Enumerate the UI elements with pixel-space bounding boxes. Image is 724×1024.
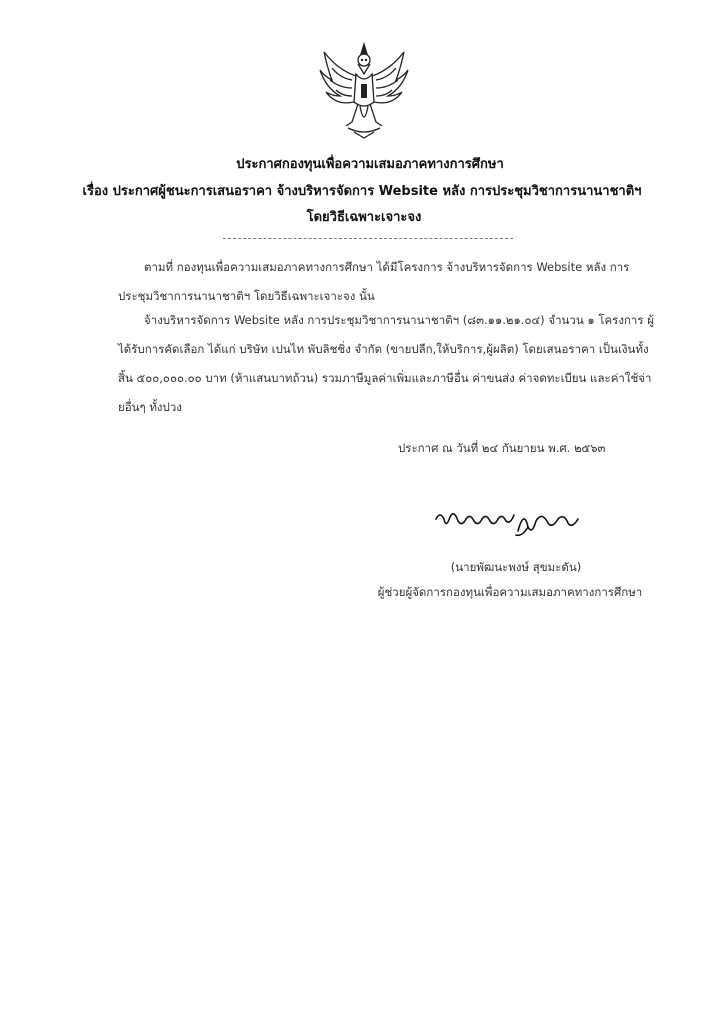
paragraph-winner-text: จ้างบริหารจัดการ Website หลัง การประชุมวิชาการนานาชาติฯ (๘๓.๑๑.๒๑.๐๔) จำนวน ๑ โครงการ ผู้ได้รับการคัดเลือก ได้แก่ บริษัท เปนไท พับลิชชิ่ง จำกัด (ขายปลีก,ให้บริการ,ผู้ผลิต) โดยเสนอราคา เป็นเงินทั้งสิ้น ๕๐๐,๐๐๐.๐๐ บาท (ห้าแสนบาทถ้วน) รวมภาษีมูลค่าเพิ่มและภาษีอื่น ค่าขนส่ง ค่าจดทะเบียน และค่าใช้จ่ายอื่นๆ ทั้งปวง	[118, 313, 654, 414]
paragraph-project-text: ตามที่ กองทุนเพื่อความเสมอภาคทางการศึกษา ได้มีโครงการ จ้างบริหารจัดการ Website หลัง การประชุมวิชาการนานาชาติฯ โดยวิธีเฉพาะเจาะจง นั้น	[118, 260, 630, 303]
announcement-heading: ประกาศกองทุนเพื่อความเสมอภาคทางการศึกษา	[236, 157, 504, 172]
header-divider	[223, 238, 513, 239]
signatory-title: ผู้ช่วยผู้จัดการกองทุนเพื่อความเสมอภาคทางการศึกษา	[377, 585, 643, 599]
paragraph-project	[118, 253, 658, 311]
announcement-date: ประกาศ ณ วันที่ ๒๔ กันยายน พ.ศ. ๒๕๖๓	[398, 441, 606, 455]
procurement-method: โดยวิธีเฉพาะเจาะจง	[306, 210, 422, 225]
paragraph-winner	[118, 306, 658, 422]
handwritten-signature	[432, 505, 582, 541]
garuda-emblem-icon	[318, 40, 410, 140]
announcement-subject: เรื่อง ประกาศผู้ชนะการเสนอราคา จ้างบริหารจัดการ Website หลัง การประชุมวิชาการนานาชาติฯ	[82, 184, 642, 199]
signatory-name: (นายพัฒนะพงษ์ สุขมะดัน)	[450, 560, 582, 574]
